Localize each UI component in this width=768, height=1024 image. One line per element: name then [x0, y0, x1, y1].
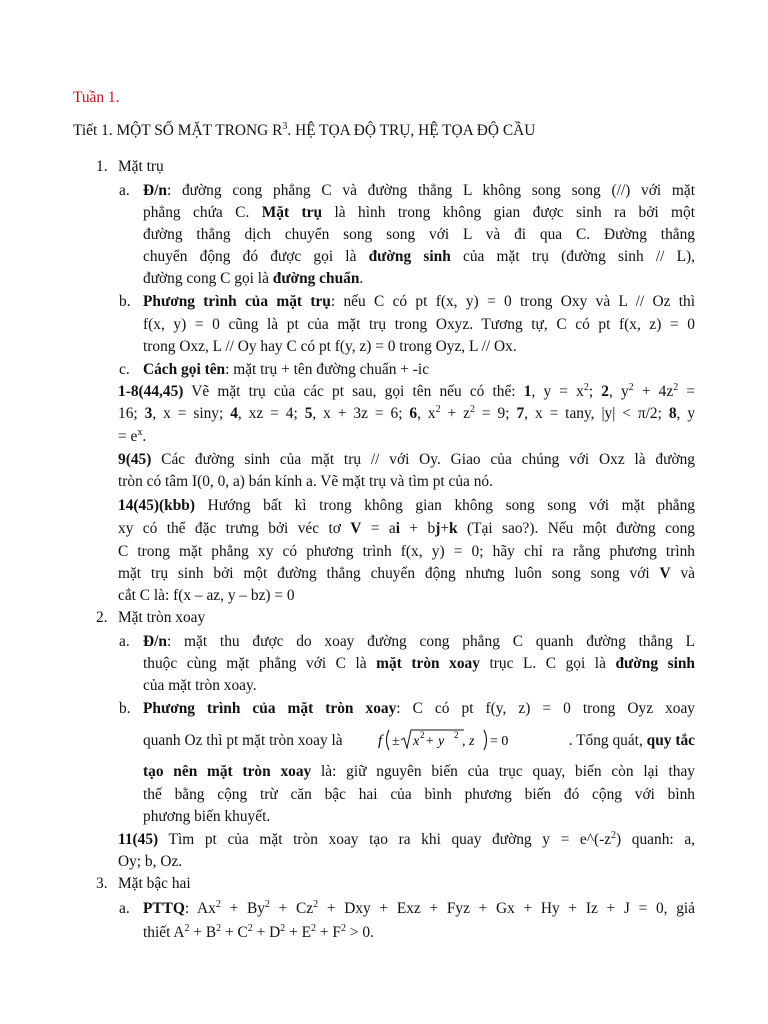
item-label: a.	[119, 900, 130, 917]
paragraph-line: đường thẳng dịch chuyển song song với L và đi qua C. Đường thẳng	[143, 226, 695, 243]
exercise-line: 16; 3, x = siny; 4, xz = 4; 5, x + 3z = 6; 6, $x^2 + z^2 = 9$; 7, x = tany, |y| < π/2; 8, y	[118, 404, 696, 422]
section-number: 1.	[96, 158, 108, 175]
exercise-line: xy có thể đặc trưng bởi véc tơ V = ai + bj+k (Tại sao?). Nếu một đường cong	[118, 520, 695, 537]
section-title: Mặt trụ	[118, 158, 164, 175]
formula-sup: 2	[453, 730, 459, 740]
paragraph-line: Phương trình của mặt trụ: nếu C có pt f(x, y) = 0 trong Oxy và L // Oz thì	[143, 293, 695, 310]
paragraph-line: phương biến khuyết.	[143, 808, 271, 825]
revolution-formula	[376, 726, 536, 754]
exercise-line: 11(45) Tìm pt của mặt tròn xoay tạo ra khi quay đường $y = e\^{}(-z^2)$ quanh: a,	[118, 830, 695, 848]
paragraph-line: của mặt tròn xoay.	[143, 677, 257, 694]
exercise-line: mặt trụ sinh bởi một đường thẳng chuyển động nhưng luôn song song với V và	[118, 565, 696, 582]
formula-plus-y: + y	[424, 734, 444, 749]
paragraph-line: đường cong C gọi là đường chuẩn.	[143, 270, 364, 287]
paragraph-line: f(x, y) = 0 cũng là pt của mặt trụ trong Oxyz. Tương tự, C có pt f(x, z) = 0	[143, 316, 695, 333]
paragraph-line: thuộc cùng mặt phẳng với C là mặt tròn xoay trục L. C gọi là đường sinh	[143, 655, 695, 672]
exercise-line: cắt C là: f(x – az, y – bz) = 0	[118, 587, 295, 604]
exercise-line: 9(45) Các đường sinh của mặt trụ // với Oy. Giao của chúng với Oxz là đường	[118, 451, 695, 468]
section-number: 3.	[96, 875, 108, 892]
paragraph-line: quanh Oz thì pt mặt tròn xoay là f ± x 2 + y 2 , z = 0 . Tổng quát, quy tắc	[143, 726, 695, 754]
week-title: Tuần 1.	[73, 89, 120, 106]
paragraph-line: Đ/n: mặt thu được do xoay đường cong phẳng C quanh đường thẳng L	[143, 633, 695, 650]
formula-x: x	[412, 734, 419, 749]
paragraph-line: PTTQ: $Ax^2 + By^2 + Cz^2$ + Dxy + Exz + Fyz + Gx + Hy + Iz + J = 0, giả	[143, 899, 696, 917]
paragraph-line: chuyển động đó được gọi là đường sinh của mặt trụ (đường sinh // L),	[143, 248, 695, 265]
item-label: a.	[119, 182, 130, 199]
lesson-title: Tiết 1. MỘT SỐ MẶT TRONG $R^3$. HỆ TỌA ĐỘ TRỤ, HỆ TỌA ĐỘ CẦU	[73, 121, 536, 139]
formula-f: f	[377, 733, 382, 749]
paragraph-line: Cách gọi tên: mặt trụ + tên đường chuẩn + -ic	[143, 361, 430, 378]
exercise-line: tròn có tâm I(0, 0, a) bán kính a. Vẽ mặt trụ và tìm pt của nó.	[118, 473, 493, 490]
paragraph-line: tạo nên mặt tròn xoay là: giữ nguyên biến của trục quay, biến còn lại thay	[143, 763, 695, 780]
paragraph-line: trong Oxz, L // Oy hay C có pt f(y, z) = 0 trong Oyz, L // Ox.	[143, 338, 517, 355]
item-label: b.	[119, 700, 131, 717]
paragraph-line: Phương trình của mặt tròn xoay: C có pt f(y, z) = 0 trong Oyz xoay	[143, 700, 695, 717]
exercise-line: 14(45)(kbb) Hướng bất kì trong không gian không song song với mặt phẳng	[118, 497, 695, 514]
formula-z: , z	[461, 734, 475, 749]
item-label: a.	[119, 633, 130, 650]
item-label: c.	[119, 361, 130, 378]
exercise-line: Oy; b, Oz.	[118, 853, 183, 870]
exercise-line: 1-8(44,45) Vẽ mặt trụ của các pt sau, gọi tên nếu có thể: 1, $y = x^2$; 2, $y^2 + 4z^2$ =	[118, 382, 696, 400]
section-number: 2.	[96, 609, 108, 626]
section-title: Mặt bậc hai	[118, 875, 191, 892]
paragraph-line: Đ/n: đường cong phẳng C và đường thẳng L không song song (//) với mặt	[143, 182, 695, 199]
paragraph-line: thế bằng cộng trừ căn bậc hai của bình phương biến đó cộng với bình	[143, 786, 695, 803]
paragraph-line: thiết $A^2 + B^2 + C^2 + D^2 + E^2 + F^2 > 0$.	[143, 923, 374, 941]
formula-eq: = 0	[489, 734, 509, 749]
paragraph-line: phẳng chứa C. Mặt trụ là hình trong không gian được sinh ra bởi một	[143, 204, 695, 221]
formula-pm: ±	[391, 734, 400, 749]
exercise-line: = $e^x$.	[118, 427, 147, 445]
exercise-line: C trong mặt phẳng xy có phương trình f(x, y) = 0; hãy chỉ ra rằng phương trình	[118, 543, 695, 560]
formula-sup: 2	[419, 730, 425, 740]
item-label: b.	[119, 293, 131, 310]
section-title: Mặt tròn xoay	[118, 609, 206, 626]
